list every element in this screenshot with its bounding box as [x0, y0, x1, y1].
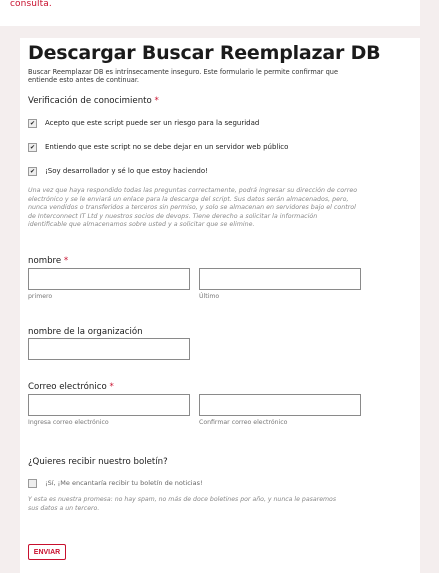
form-title: Descargar Buscar Reemplazar DB [28, 42, 381, 64]
checkbox[interactable]: ✔ [29, 167, 36, 175]
email-label: Correo electrónico * [28, 382, 114, 392]
organization-label: nombre de la organización [28, 327, 143, 337]
newsletter-note: Y esta es nuestra promesa: no hay spam, no más de doce boletines por año, y nunca le pasaremos sus datos a un tercero. [28, 496, 337, 512]
knowledge-option-security[interactable] [28, 117, 259, 129]
first-name-sublabel: primero [28, 293, 53, 300]
checkbox[interactable] [28, 479, 37, 488]
knowledge-option-public-server[interactable] [28, 141, 288, 153]
confirm-email-input[interactable] [199, 394, 361, 416]
required-mark: * [63, 256, 69, 266]
knowledge-option-developer[interactable] [28, 165, 208, 177]
organization-input[interactable] [28, 338, 190, 360]
last-name-input[interactable] [199, 268, 361, 290]
required-mark: * [109, 382, 114, 392]
first-name-input[interactable] [28, 268, 190, 290]
option-label: ¡Soy desarrollador y sé lo que estoy haciendo! [45, 167, 208, 175]
privacy-disclaimer: Una vez que haya respondido todas las preguntas correctamente, podrá ingresar su dirección de correo electrónico y se le enviará un enlace para la descarga del script. Sus datos serán almacenados, pero, nunca vendidos o transferidos a terceros sin permiso, y solo se almacenan en servidores bajo el control de Interconnect IT Ltd y nuestros socios de devops. Tiene derecho a solicitar la información identificable que almacenamos sobre usted y a solicitar que se elimine. [28, 187, 358, 228]
option-label: Entiendo que este script no se debe dejar en un servidor web público [45, 143, 289, 151]
email-sublabel: Ingresa correo electrónico [28, 419, 109, 426]
checkbox[interactable]: ✔ [29, 119, 36, 127]
knowledge-label: Verificación de conocimiento * [28, 96, 159, 106]
download-form [20, 38, 420, 573]
checkbox[interactable]: ✔ [29, 143, 36, 151]
email-input[interactable] [28, 394, 190, 416]
notice-text: consulta. [10, 0, 52, 9]
newsletter-label: ¿Quieres recibir nuestro boletín? [28, 457, 168, 467]
option-label: ¡Sí, ¡Me encantaría recibir tu boletín de noticias! [45, 479, 203, 487]
submit-button[interactable]: ENVIAR [28, 544, 66, 560]
form-intro: Buscar Reemplazar DB es intrínsecamente inseguro. Este formulario le permite confirmar que entiende esto antes de continuar. [28, 68, 339, 84]
page-margin [420, 0, 439, 573]
last-name-sublabel: Último [199, 293, 220, 300]
newsletter-option[interactable] [28, 477, 203, 489]
name-label: nombre * [28, 256, 69, 266]
option-label: Acepto que este script puede ser un riesgo para la seguridad [45, 119, 260, 127]
required-mark: * [154, 96, 159, 106]
notice-bar [0, 0, 420, 26]
confirm-email-sublabel: Confirmar correo electrónico [199, 419, 288, 426]
